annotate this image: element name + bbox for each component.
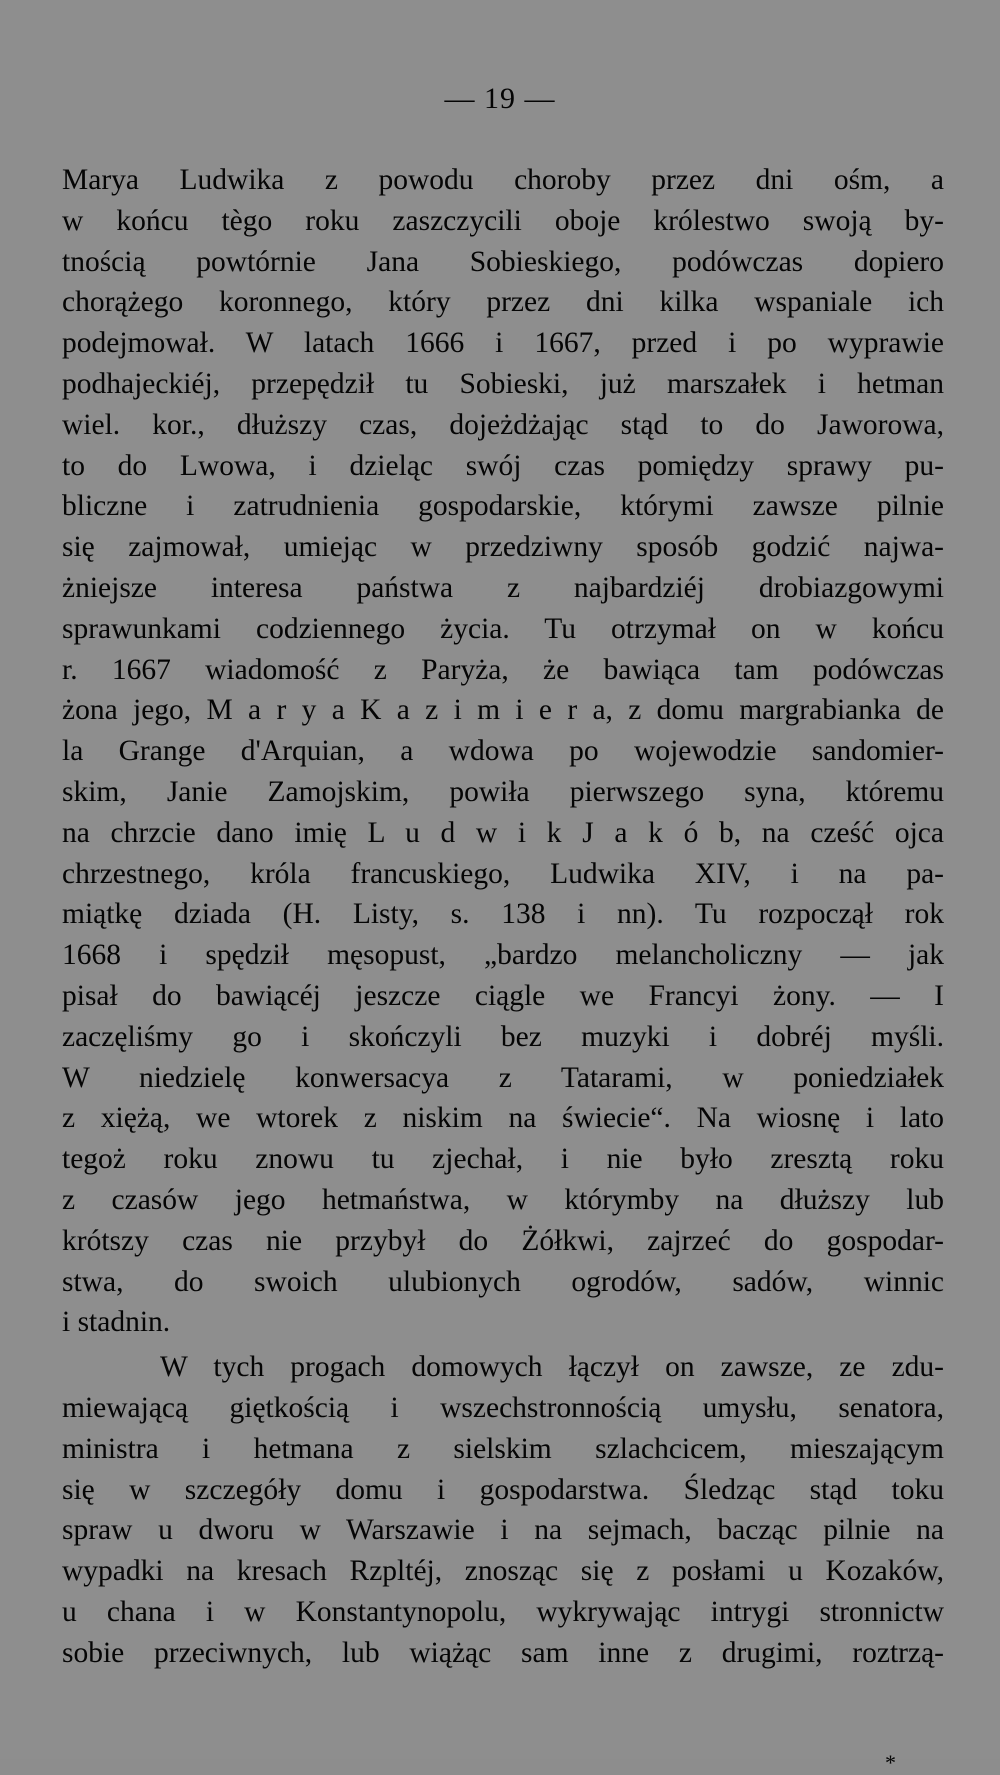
text-line: się w szczegóły domu i gospodarstwa. Śledząc stąd toku bbox=[62, 1473, 944, 1506]
text-line: sobie przeciwnych, lub wiążąc sam inne z drugimi, roztrzą- bbox=[62, 1636, 944, 1669]
text-line: miątkę dziada (H. Listy, s. 138 i nn). Tu rozpoczął rok bbox=[62, 898, 944, 931]
text-line: u chana i w Konstantynopolu, wykrywając intrygi stronnictw bbox=[62, 1595, 944, 1628]
page-number: — 19 — bbox=[444, 82, 556, 115]
text-line: krótszy czas nie przybył do Żółkwi, zajrzeć do gospodar- bbox=[62, 1224, 944, 1257]
text-line: podhajeckiéj, przepędził tu Sobieski, już marszałek i hetman bbox=[62, 367, 944, 400]
text-line: podejmował. W latach 1666 i 1667, przed i po wyprawie bbox=[62, 327, 944, 360]
text-line: bliczne i zatrudnienia gospodarskie, którymi zawsze pilnie bbox=[62, 490, 944, 523]
text-line: sprawunkami codziennego życia. Tu otrzymał on w końcu bbox=[62, 612, 944, 645]
text-line: Marya Ludwika z powodu choroby przez dni ośm, a bbox=[62, 164, 944, 196]
text-line: la Grange d'Arquian, a wdowa po wojewodzie sandomier- bbox=[62, 735, 944, 768]
body-text bbox=[62, 160, 944, 1673]
text-line: chorążego koronnego, który przez dni kilka wspaniale ich bbox=[62, 286, 944, 319]
text-line: stwa, do swoich ulubionych ogrodów, sadów, winnic bbox=[62, 1265, 944, 1298]
text-line: żniejsze interesa państwa z najbardziéj drobiazgowymi bbox=[62, 571, 944, 604]
text-line: tegoż roku znowu tu zjechał, i nie było zresztą roku bbox=[62, 1143, 944, 1176]
text-line: z czasów jego hetmaństwa, w którymby na dłuższy lub bbox=[62, 1183, 944, 1216]
text-line: z xiężą, we wtorek z niskim na świecie“. Na wiosnę i lato bbox=[62, 1102, 944, 1135]
text-line: wiel. kor., dłuższy czas, dojeżdżając stąd to do Jaworowa, bbox=[62, 408, 944, 441]
paragraph-start-line: W tych progach domowych łączył on zawsze, ze zdu- bbox=[160, 1351, 944, 1384]
text-line: pisał do bawiącéj jeszcze ciągle we Francyi żony. — I bbox=[62, 979, 944, 1012]
paragraph-end-line: i stadnin. bbox=[62, 1306, 171, 1339]
text-line: żona jego, M a r y a K a z i m i e r a, z domu margrabianka de bbox=[62, 694, 944, 727]
text-line: się zajmował, umiejąc w przedziwny sposób godzić najwa- bbox=[62, 531, 944, 564]
text-line: zaczęliśmy go i skończyli bez muzyki i dobréj myśli. bbox=[62, 1020, 944, 1053]
text-line: ministra i hetmana z sielskim szlachcicem, mieszającym bbox=[62, 1432, 944, 1465]
text-line: 1668 i spędził męsopust, „bardzo melancholiczny — jak bbox=[62, 939, 944, 972]
text-line: W niedzielę konwersacya z Tatarami, w poniedziałek bbox=[62, 1061, 944, 1094]
text-line: na chrzcie dano imię L u d w i k J a k ó b, na cześć ojca bbox=[62, 816, 944, 849]
text-line: w końcu tègo roku zaszczycili oboje królestwo swoją by- bbox=[62, 204, 944, 237]
text-line: chrzestnego, króla francuskiego, Ludwika XIV, i na pa- bbox=[62, 857, 944, 890]
text-line: wypadki na kresach Rzpltéj, znosząc się z posłami u Kozaków, bbox=[62, 1555, 944, 1588]
text-line: miewającą giętkością i wszechstronnością umysłu, senatora, bbox=[62, 1391, 944, 1424]
text-line: to do Lwowa, i dzieląc swój czas pomiędzy sprawy pu- bbox=[62, 449, 944, 482]
text-line: tnością powtórnie Jana Sobieskiego, podówczas dopiero bbox=[62, 245, 944, 278]
text-line: r. 1667 wiadomość z Paryża, że bawiąca tam podówczas bbox=[62, 653, 944, 686]
text-line: skim, Janie Zamojskim, powiła pierwszego syna, któremu bbox=[62, 775, 944, 808]
text-line: spraw u dworu w Warszawie i na sejmach, bacząc pilnie na bbox=[62, 1514, 944, 1547]
signature-mark: * bbox=[885, 1750, 896, 1775]
